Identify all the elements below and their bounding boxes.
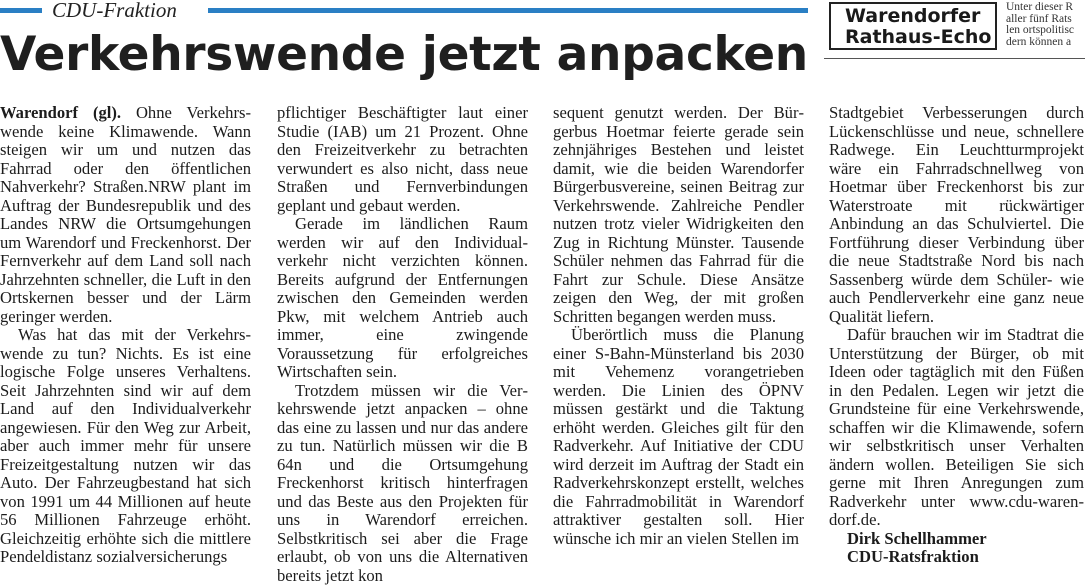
signature-org: CDU-Ratsfraktion — [829, 548, 1084, 567]
paragraph: Stadtgebiet Verbesserungen durch Lückenschlüsse und neue, schnellere Radwege. Ein Leuchtturmprojekt wäre ein Fahrradschnellweg von Hoetmar über Freckenhorst bis zur Waterstroate mit rückwärtiger Anbindung an das Schulviertel. Die Fortführung dieser Verbindung über die neue Stadtstraße Nord bis nach Sassenberg würde dem Schüler- wie auch Pendlerverkehr eine ganz neue Qualität liefern. — [829, 104, 1084, 326]
paragraph — [0, 104, 251, 326]
paragraph: Gerade im ländlichen Raum werden wir auf den Individualverkehr nicht verzichten können. Bereits aufgrund der Entfernungen zwischen den Gemeinden werden Pkw, mit welchem Antrieb auch immer, eine zwingende Voraussetzung für erfolgreiches Wirtschaften sein. — [277, 215, 528, 382]
rathaus-echo-badge — [829, 2, 997, 50]
side-note-line: dern können a — [1006, 37, 1085, 49]
badge-line-1: Warendorfer — [845, 5, 1005, 27]
paragraph: Trotzdem müssen wir die Verkehrswende jetzt anpacken – ohne das eine zu lassen und nur das andere zu tun. Natürlich müssen wir die B 64n und die Ortsumgehung Freckenhorst kritisch hinterfragen und das Beste aus den Projekten für uns in Warendorf erreichen. Selbstkritisch sei aber die Frage erlaubt, ob von uns die Alternativen bereits jetzt kon — [277, 382, 528, 585]
article-column-4 — [829, 104, 1084, 571]
article-column-2 — [277, 104, 528, 571]
side-note-line: Unter dieser R — [1006, 2, 1085, 14]
kicker-rule-right — [208, 8, 808, 13]
paragraph: Überörtlich muss die Planung einer S-Bahn-Münsterland bis 2030 mit Vehemenz vorangetrieben werden. Die Linien des ÖPNV müssen gestärkt und die Taktung erhöht werden. Gleiches gilt für den Radverkehr. Auf Initiative der CDU wird derzeit im Auftrag der Stadt ein Radverkehrskonzept erstellt, welches die Fahrradmobilität in Warendorf attraktiver gestalten soll. Hier wünsche ich mir an vielen Stellen im — [553, 326, 804, 548]
paragraph: sequent genutzt werden. Der Bürgerbus Hoetmar feierte gerade sein zehnjähriges Bestehen und leistet damit, wie die beiden Warendorfer Bürgerbusvereine, seinen Beitrag zur Verkehrswende. Zahlreiche Pendler nutzen trotz vieler Widrigkeiten den Zug in Richtung Münster. Tausende Schüler nehmen das Fahrrad für die Fahrt zur Schule. Diese Ansätze zeigen den Weg, der mit großen Schritten begangen werden muss. — [553, 104, 804, 326]
paragraph-text: Ohne Verkehrswende keine Klimawende. Wann steigen wir um und nutzen das Fahrrad oder den öffentlichen Nahverkehr? Straßen.NRW plant im Auftrag der Bundesrepublik und des Landes NRW die Ortsumgehungen um Warendorf und Freckenhorst. Der Fernverkehr auf dem Land soll nach Jahrzehnten schneller, die Luft in den Ortskernen besser und der Lärm geringer werden. — [0, 103, 251, 326]
paragraph: Was hat das mit der Verkehrswende zu tun? Nichts. Es ist eine logische Folge unseres Verhaltens. Seit Jahrzehnten sind wir auf dem Land auf den Individualverkehr angewiesen. Für den Weg zur Arbeit, aber auch immer mehr für unsere Freizeitgestaltung nutzen wir das Auto. Der Fahrzeugbestand hat sich von 1991 um 44 Millionen auf heute 56 Millionen Fahrzeuge erhöht. Gleichzeitig erhöhte sich die mittlere Pendeldistanz sozialversicherungs — [0, 326, 251, 567]
badge-line-2: Rathaus-Echo — [845, 26, 1005, 48]
side-note-line: len ortspolitisc — [1006, 25, 1085, 37]
paragraph: pflichtiger Beschäftigter laut einer Studie (IAB) um 21 Prozent. Ohne den Freizeitverkehr zu betrachten verwundert es also nicht, dass neue Straßen und Fernverbindungen geplant und gebaut werden. — [277, 104, 528, 215]
side-note-line: aller fünf Rats — [1006, 14, 1085, 26]
article-column-1 — [0, 104, 251, 571]
kicker-bar — [0, 0, 808, 22]
kicker-rule-left — [0, 8, 42, 13]
side-divider — [824, 58, 1085, 59]
article-column-3 — [553, 104, 804, 571]
paragraph: Dafür brauchen wir im Stadtrat die Unterstützung der Bürger, ob mit Ideen oder tagtäglich mit den Füßen in den Pedalen. Legen wir jetzt die Grundsteine für eine Verkehrswende, schaffen wir die Klimawende, sofern wir selbstkritisch unser Verhalten ändern wollen. Beteiligen Sie sich gerne mit Ihren Anregungen zum Radverkehr unter www.cdu-warendorf.de. — [829, 326, 1084, 530]
signature-name: Dirk Schellhammer — [829, 530, 1084, 549]
dateline: Warendorf (gl). — [0, 103, 121, 122]
article-headline: Verkehrswende jetzt anpacken — [0, 22, 800, 88]
side-note-text — [1006, 2, 1085, 48]
kicker-label: CDU-Fraktion — [52, 0, 177, 23]
